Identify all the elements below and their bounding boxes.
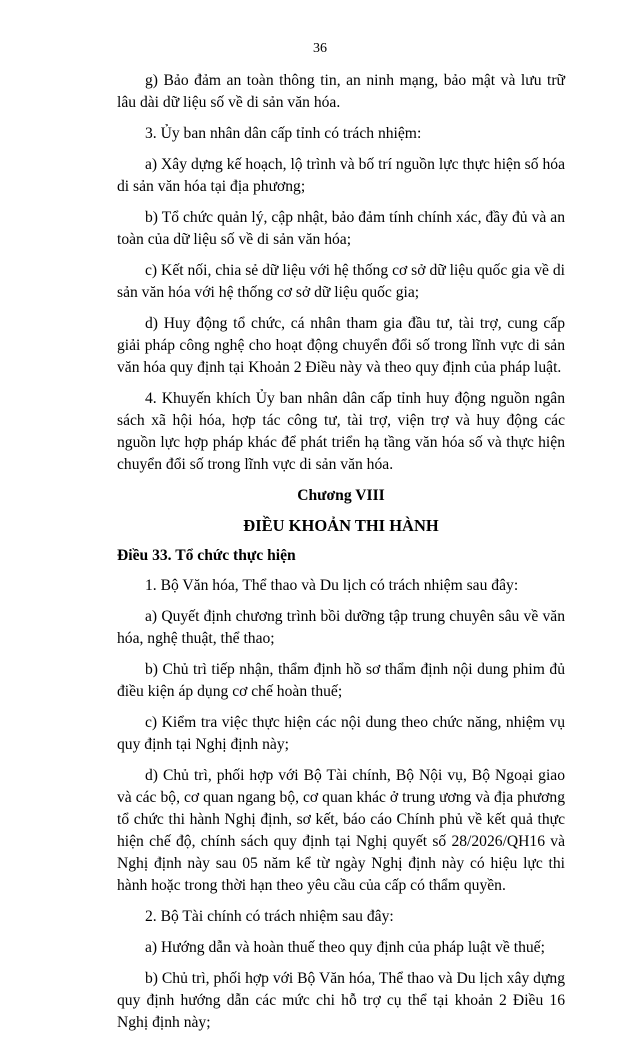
paragraph: b) Tổ chức quản lý, cập nhật, bảo đảm tính chính xác, đầy đủ và an toàn của dữ liệu số về di sản văn hóa;: [117, 209, 565, 248]
paragraph: 1. Bộ Văn hóa, Thể thao và Du lịch có trách nhiệm sau đây:: [145, 577, 519, 594]
document-body: [117, 70, 565, 1043]
paragraph: 2. Bộ Tài chính có trách nhiệm sau đây:: [145, 908, 394, 925]
paragraph: c) Kết nối, chia sẻ dữ liệu với hệ thống cơ sở dữ liệu quốc gia về di sản văn hóa với hệ thống cơ sở dữ liệu quốc gia;: [117, 262, 565, 301]
paragraph: d) Chủ trì, phối hợp với Bộ Tài chính, Bộ Nội vụ, Bộ Ngoại giao và các bộ, cơ quan ngang bộ, cơ quan khác ở trung ương và địa phương tổ chức thi hành Nghị định, sơ kết, báo cáo Chính phủ về kết quả thực hiện chế độ, chính sách quy định tại Nghị quyết số 28/2026/QH16 và Nghị định này sau 05 năm kể từ ngày Nghị định này có hiệu lực thi hành hoặc trong thời hạn theo yêu cầu của cấp có thẩm quyền.: [117, 767, 565, 894]
paragraph: b) Chủ trì, phối hợp với Bộ Văn hóa, Thể thao và Du lịch xây dựng quy định hướng dẫn các mức chi hỗ trợ cụ thể tại khoản 2 Điều 16 Nghị định này;: [117, 970, 565, 1031]
paragraph: b) Chủ trì tiếp nhận, thẩm định hồ sơ thẩm định nội dung phim đủ điều kiện áp dụng cơ chế hoàn thuế;: [117, 661, 565, 700]
paragraph: 4. Khuyến khích Ủy ban nhân dân cấp tỉnh huy động nguồn ngân sách xã hội hóa, hợp tác công tư, tài trợ, viện trợ và huy động các nguồn lực hợp pháp khác để phát triển hạ tầng văn hóa số và thực hiện chuyển đổi số trong lĩnh vực di sản văn hóa.: [117, 390, 565, 473]
paragraph: c) Kiểm tra việc thực hiện các nội dung theo chức năng, nhiệm vụ quy định tại Nghị định này;: [117, 714, 565, 753]
paragraph: d) Huy động tổ chức, cá nhân tham gia đầu tư, tài trợ, cung cấp giải pháp công nghệ cho hoạt động chuyển đổi số trong lĩnh vực di sản văn hóa quy định tại Khoản 2 Điều này và theo quy định của pháp luật.: [117, 315, 565, 376]
page-number: 36: [313, 41, 327, 56]
chapter-title: ĐIỀU KHOẢN THI HÀNH: [243, 516, 439, 535]
article-heading: Điều 33. Tổ chức thực hiện: [117, 547, 296, 564]
paragraph: a) Hướng dẫn và hoàn thuế theo quy định của pháp luật về thuế;: [145, 939, 545, 956]
paragraph: 3. Ủy ban nhân dân cấp tỉnh có trách nhiệm:: [145, 125, 422, 142]
paragraph: g) Bảo đảm an toàn thông tin, an ninh mạng, bảo mật và lưu trữ lâu dài dữ liệu số về di sản văn hóa.: [117, 72, 565, 111]
paragraph: a) Quyết định chương trình bồi dưỡng tập trung chuyên sâu về văn hóa, nghệ thuật, thể thao;: [117, 608, 565, 647]
paragraph: a) Xây dựng kế hoạch, lộ trình và bố trí nguồn lực thực hiện số hóa di sản văn hóa tại địa phương;: [117, 156, 565, 195]
chapter-label: Chương VIII: [297, 487, 385, 504]
